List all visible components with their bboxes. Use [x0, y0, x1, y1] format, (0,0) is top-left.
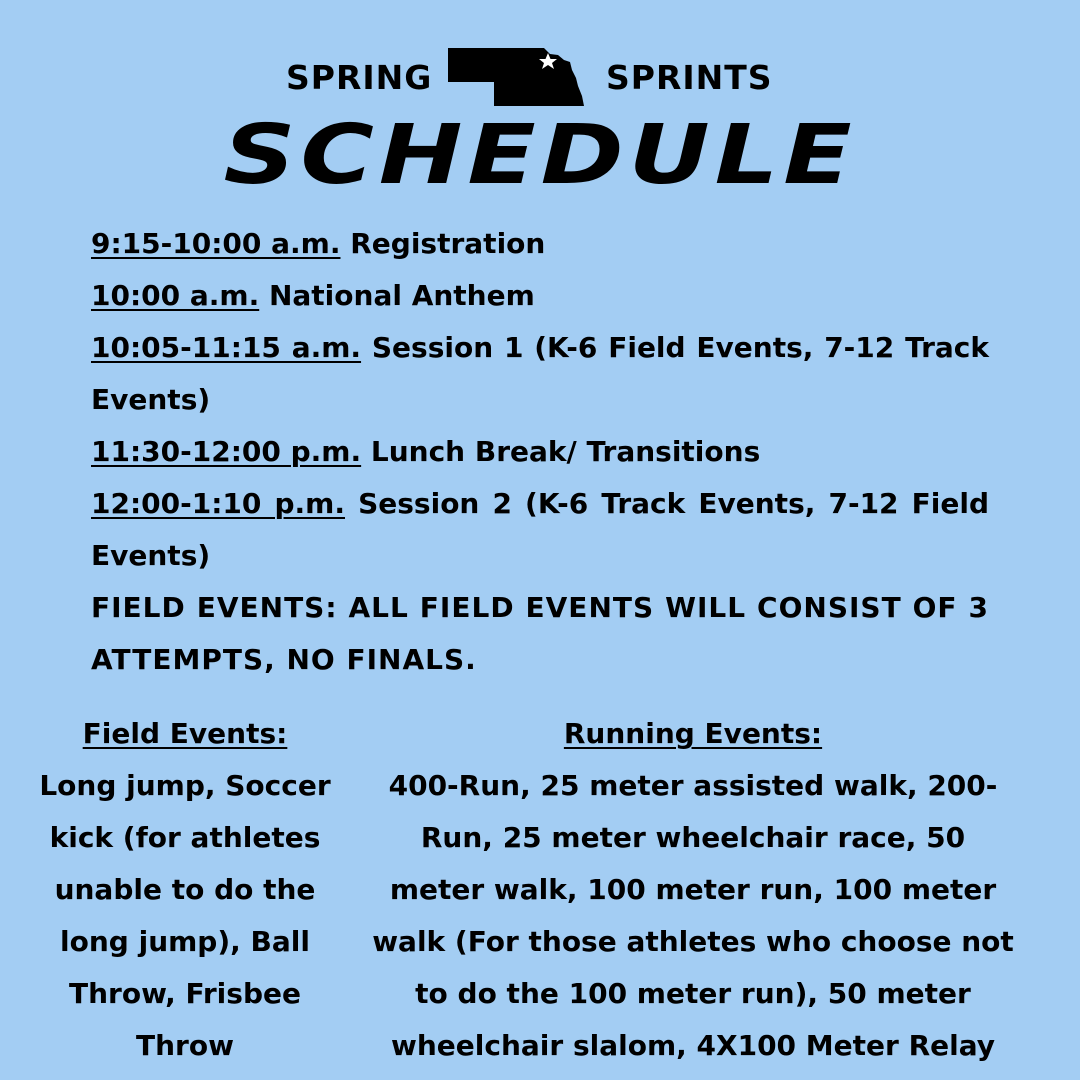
- field-events-line: Throw, Frisbee: [69, 977, 301, 1010]
- field-events-line: Throw: [136, 1029, 234, 1062]
- header-right-word: SPRINTS: [606, 58, 773, 97]
- schedule-time: 9:15-10:00 a.m.: [91, 227, 341, 260]
- schedule-item: [91, 426, 989, 478]
- running-events-line: meter walk, 100 meter run, 100 meter: [389, 873, 997, 906]
- field-events-line: unable to do the: [54, 873, 316, 906]
- schedule-event: National Anthem: [268, 279, 535, 312]
- schedule-event: Lunch Break/ Transitions: [370, 435, 761, 468]
- schedule-item: [91, 322, 989, 426]
- schedule-item: [91, 218, 989, 270]
- field-events-line: Long jump, Soccer: [39, 769, 331, 802]
- schedule-item: [91, 478, 989, 582]
- field-events-notice: FIELD EVENTS: ALL FIELD EVENTS WILL CONSIST OF 3 ATTEMPTS, NO FINALS.: [91, 591, 989, 676]
- schedule-event: Registration: [350, 227, 546, 260]
- running-events-line: wheelchair slalom, 4X100 Meter Relay: [391, 1029, 995, 1062]
- running-events-line: to do the 100 meter run), 50 meter: [415, 977, 971, 1010]
- schedule-time: 10:05-11:15 a.m.: [91, 331, 362, 364]
- schedule-event: Session 1 (K-6 Field Events, 7-12 Track Events): [91, 331, 990, 416]
- page-title: SCHEDULE: [223, 108, 857, 203]
- schedule-time: 11:30-12:00 p.m.: [91, 435, 362, 468]
- field-events-column: [26, 708, 344, 1072]
- schedule-time: 10:00 a.m.: [91, 279, 260, 312]
- header-left-word: SPRING: [286, 58, 433, 97]
- running-events-line: 400-Run, 25 meter assisted walk, 200-: [388, 769, 998, 802]
- field-events-heading: Field Events:: [82, 717, 288, 750]
- schedule-event: Session 2 (K-6 Track Events, 7-12 Field Events): [91, 487, 990, 572]
- header: [0, 38, 1080, 112]
- schedule-time: 12:00-1:10 p.m.: [91, 487, 345, 520]
- running-events-line: walk (For those athletes who choose not: [372, 925, 1014, 958]
- field-events-line: kick (for athletes: [49, 821, 321, 854]
- schedule-item: [91, 270, 989, 322]
- running-events-line: Run, 25 meter wheelchair race, 50: [420, 821, 966, 854]
- running-events-column: [350, 708, 1036, 1072]
- running-events-heading: Running Events:: [563, 717, 823, 750]
- field-events-line: long jump), Ball: [60, 925, 310, 958]
- schedule-list: [91, 218, 989, 686]
- nebraska-state-star-icon: [446, 44, 588, 108]
